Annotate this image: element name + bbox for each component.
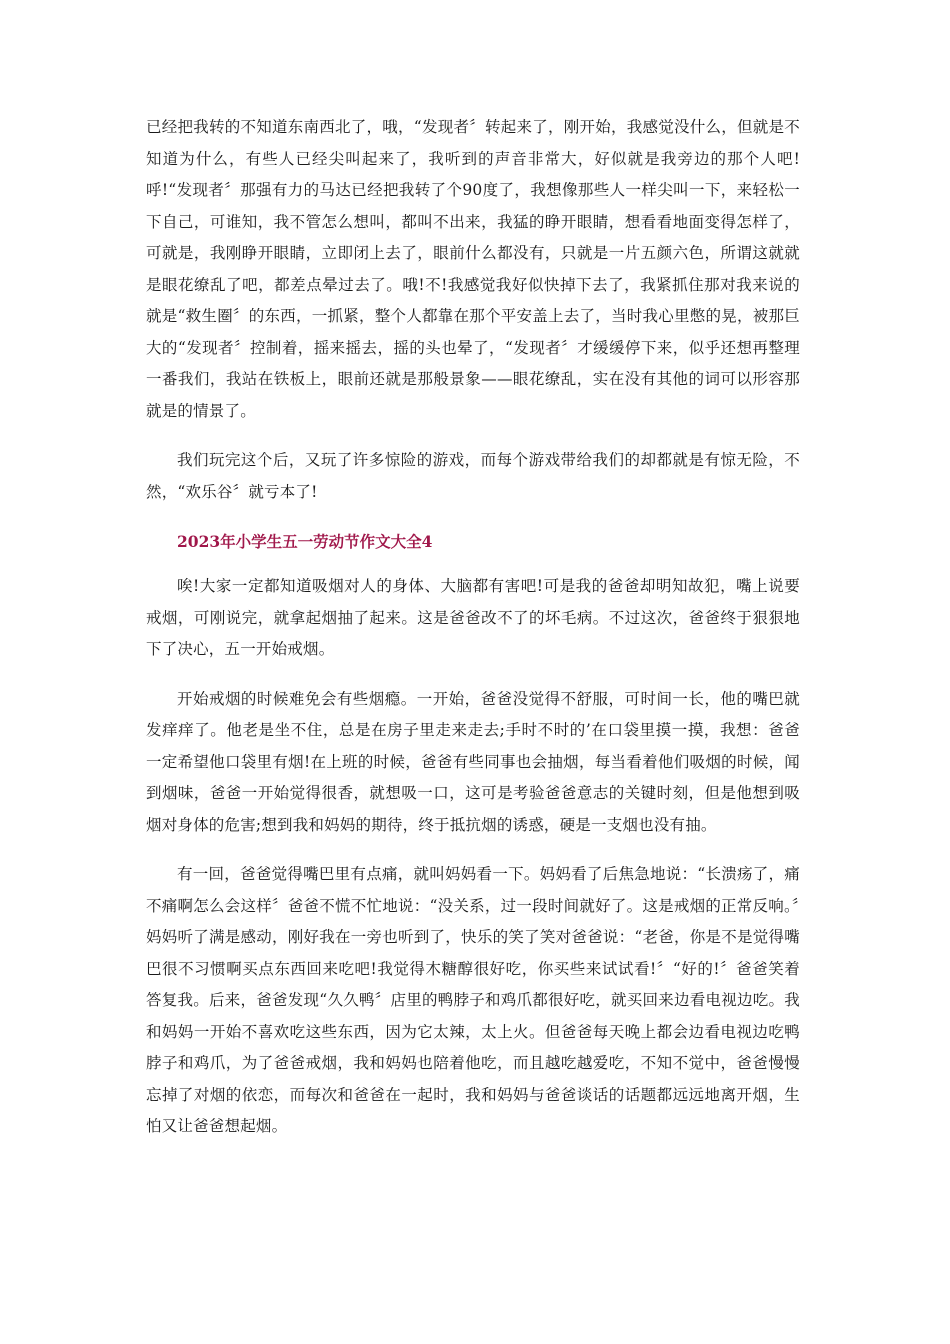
body-paragraph: 有一回，爸爸觉得嘴巴里有点痛，就叫妈妈看一下。妈妈看了后焦急地说：“长溃疡了，痛不痛啊怎么会这样〞爸爸不慌不忙地说：“没关系，过一段时间就好了。这是戒烟的正常反响。〞妈妈听了满是感动，刚好我在一旁也听到了，快乐的笑了笑对爸爸说：“老爸，你是不是觉得嘴巴很不习惯啊买点东西回来吃吧!我觉得木糖醇很好吃，你买些来试试看!〞“好的!〞爸爸笑着答复我。后来，爸爸发现“久久鸭〞店里的鸭脖子和鸡爪都很好吃，就买回来边看电视边吃。我和妈妈一开始不喜欢吃这些东西，因为它太辣，太上火。但爸爸每天晚上都会边看电视边吃鸭脖子和鸡爪，为了爸爸戒烟，我和妈妈也陪着他吃，而且越吃越爱吃，不知不觉中，爸爸慢慢忘掉了对烟的依恋，而每次和爸爸在一起时，我和妈妈与爸爸谈话的话题都远远地离开烟，生怕又让爸爸想起烟。 bbox=[146, 865, 800, 1135]
document-body bbox=[146, 112, 800, 1161]
section-heading: 2023年小学生五一劳动节作文大全4 bbox=[177, 532, 433, 551]
body-paragraph: 已经把我转的不知道东南西北了，哦，“发现者〞转起来了，刚开始，我感觉没什么，但就是不知道为什么，有些人已经尖叫起来了，我听到的声音非常大，好似就是我旁边的那个人吧!呼!“发现者〞那强有力的马达已经把我转了个90度了，我想像那些人一样尖叫一下，来轻松一下自己，可谁知，我不管怎么想叫，都叫不出来，我猛的睁开眼睛，想看看地面变得怎样了，可就是，我刚睁开眼睛，立即闭上去了，眼前什么都没有，只就是一片五颜六色，所谓这就就是眼花缭乱了吧，都差点晕过去了。哦!不!我感觉我好似快掉下去了，我紧抓住那对我来说的就是“救生圈〞的东西，一抓紧，整个人都靠在那个平安盖上去了，当时我心里憋的晃，被那巨大的“发现者〞控制着，摇来摇去，摇的头也晕了，“发现者〞才缓缓停下来，似乎还想再整理一番我们，我站在铁板上，眼前还就是那般景象——眼花缭乱，实在没有其他的词可以形容那就是的情景了。 bbox=[146, 118, 800, 420]
body-paragraph: 我们玩完这个后，又玩了许多惊险的游戏，而每个游戏带给我们的却都就是有惊无险，不然，“欢乐谷〞就亏本了! bbox=[146, 451, 800, 501]
body-paragraph: 唉!大家一定都知道吸烟对人的身体、大脑都有害吧!可是我的爸爸却明知故犯，嘴上说要戒烟，可刚说完，就拿起烟抽了起来。这是爸爸改不了的坏毛病。不过这次，爸爸终于狠狠地下了决心，五一开始戒烟。 bbox=[146, 577, 800, 658]
body-paragraph: 开始戒烟的时候难免会有些烟瘾。一开始，爸爸没觉得不舒服，可时间一长，他的嘴巴就发痒痒了。他老是坐不住，总是在房子里走来走去;手时不时的’在口袋里摸一摸，我想：爸爸一定希望他口袋里有烟!在上班的时候，爸爸有些同事也会抽烟，每当看着他们吸烟的时候，闻到烟味，爸爸一开始觉得很香，就想吸一口，这可是考验爸爸意志的关键时刻，但是他想到吸烟对身体的危害;想到我和妈妈的期待，终于抵抗烟的诱惑，硬是一支烟也没有抽。 bbox=[146, 689, 800, 834]
